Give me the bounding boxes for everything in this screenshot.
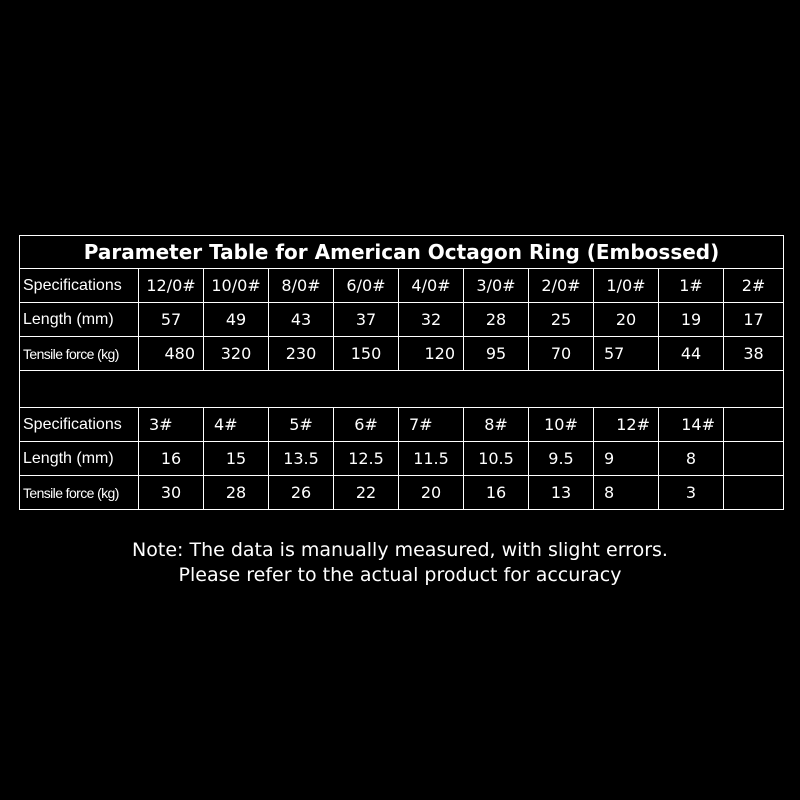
- note-line-1: Note: The data is manually measured, with slight errors.: [132, 539, 668, 561]
- table1-length-cell: 43: [269, 303, 334, 337]
- table2-spec-row: [20, 408, 784, 442]
- table1-length-cell: 32: [399, 303, 464, 337]
- table1-tensile-cell: 230: [269, 337, 334, 371]
- table-spacer-row: [20, 371, 784, 408]
- table2-length-cell: 13.5: [269, 442, 334, 476]
- tensile-label: Tensile force (kg): [20, 337, 139, 371]
- table2-length-cell: 12.5: [334, 442, 399, 476]
- table2-tensile-cell: 22: [334, 476, 399, 510]
- note-line-2: Please refer to the actual product for accuracy: [178, 564, 622, 586]
- table2-tensile-cell: 28: [204, 476, 269, 510]
- table2-spec-cell: 8#: [464, 408, 529, 442]
- table1-tensile-cell: 70: [529, 337, 594, 371]
- table1-spec-row: [20, 269, 784, 303]
- table2-spec-cell: 3#: [139, 408, 204, 442]
- table1-tensile-row: [20, 337, 784, 371]
- parameter-table: [19, 235, 784, 510]
- table1-length-cell: 28: [464, 303, 529, 337]
- table2-spec-cell: [724, 408, 784, 442]
- table1-spec-cell: 1#: [659, 269, 724, 303]
- table2-length-cell: 16: [139, 442, 204, 476]
- table2-length-cell: 9.5: [529, 442, 594, 476]
- table2-tensile-cell: 30: [139, 476, 204, 510]
- table2-tensile-cell: 26: [269, 476, 334, 510]
- table2-length-cell: [724, 442, 784, 476]
- table2-tensile-cell: 13: [529, 476, 594, 510]
- table2-tensile-cell: 20: [399, 476, 464, 510]
- table2-spec-cell: 14#: [659, 408, 724, 442]
- table2-spec-cell: 7#: [399, 408, 464, 442]
- table1-length-cell: 49: [204, 303, 269, 337]
- table2-spec-cell: 12#: [594, 408, 659, 442]
- table1-length-cell: 37: [334, 303, 399, 337]
- length-label: Length (mm): [20, 303, 139, 337]
- specifications-label: Specifications: [20, 408, 139, 442]
- table1-spec-cell: 10/0#: [204, 269, 269, 303]
- table1-tensile-cell: 95: [464, 337, 529, 371]
- table2-spec-cell: 10#: [529, 408, 594, 442]
- table2-tensile-cell: 16: [464, 476, 529, 510]
- table-title-row: [20, 236, 784, 269]
- table1-tensile-cell: 320: [204, 337, 269, 371]
- table1-length-cell: 25: [529, 303, 594, 337]
- note-text: [0, 538, 800, 588]
- specifications-label: Specifications: [20, 269, 139, 303]
- table2-length-cell: 8: [659, 442, 724, 476]
- table1-tensile-cell: 120: [399, 337, 464, 371]
- table2-length-cell: 9: [594, 442, 659, 476]
- table2-tensile-row: [20, 476, 784, 510]
- table1-tensile-cell: 57: [594, 337, 659, 371]
- table2-length-cell: 15: [204, 442, 269, 476]
- table2-tensile-cell: [724, 476, 784, 510]
- table2-length-cell: 10.5: [464, 442, 529, 476]
- table1-spec-cell: 8/0#: [269, 269, 334, 303]
- table2-length-row: [20, 442, 784, 476]
- table1-spec-cell: 4/0#: [399, 269, 464, 303]
- length-label: Length (mm): [20, 442, 139, 476]
- table1-tensile-cell: 44: [659, 337, 724, 371]
- table1-spec-cell: 6/0#: [334, 269, 399, 303]
- table1-spec-cell: 3/0#: [464, 269, 529, 303]
- table2-tensile-cell: 8: [594, 476, 659, 510]
- table1-spec-cell: 1/0#: [594, 269, 659, 303]
- table1-tensile-cell: 150: [334, 337, 399, 371]
- table1-tensile-cell: 480: [139, 337, 204, 371]
- table2-spec-cell: 6#: [334, 408, 399, 442]
- table1-length-cell: 19: [659, 303, 724, 337]
- table1-spec-cell: 2/0#: [529, 269, 594, 303]
- table1-length-cell: 17: [724, 303, 784, 337]
- table2-spec-cell: 4#: [204, 408, 269, 442]
- table1-length-row: [20, 303, 784, 337]
- table2-tensile-cell: 3: [659, 476, 724, 510]
- table1-spec-cell: 12/0#: [139, 269, 204, 303]
- table1-tensile-cell: 38: [724, 337, 784, 371]
- table1-length-cell: 20: [594, 303, 659, 337]
- table-spacer: [20, 371, 784, 408]
- table1-spec-cell: 2#: [724, 269, 784, 303]
- tensile-label: Tensile force (kg): [20, 476, 139, 510]
- table2-length-cell: 11.5: [399, 442, 464, 476]
- table1-length-cell: 57: [139, 303, 204, 337]
- table2-spec-cell: 5#: [269, 408, 334, 442]
- table-title: Parameter Table for American Octagon Ring (Embossed): [20, 236, 784, 269]
